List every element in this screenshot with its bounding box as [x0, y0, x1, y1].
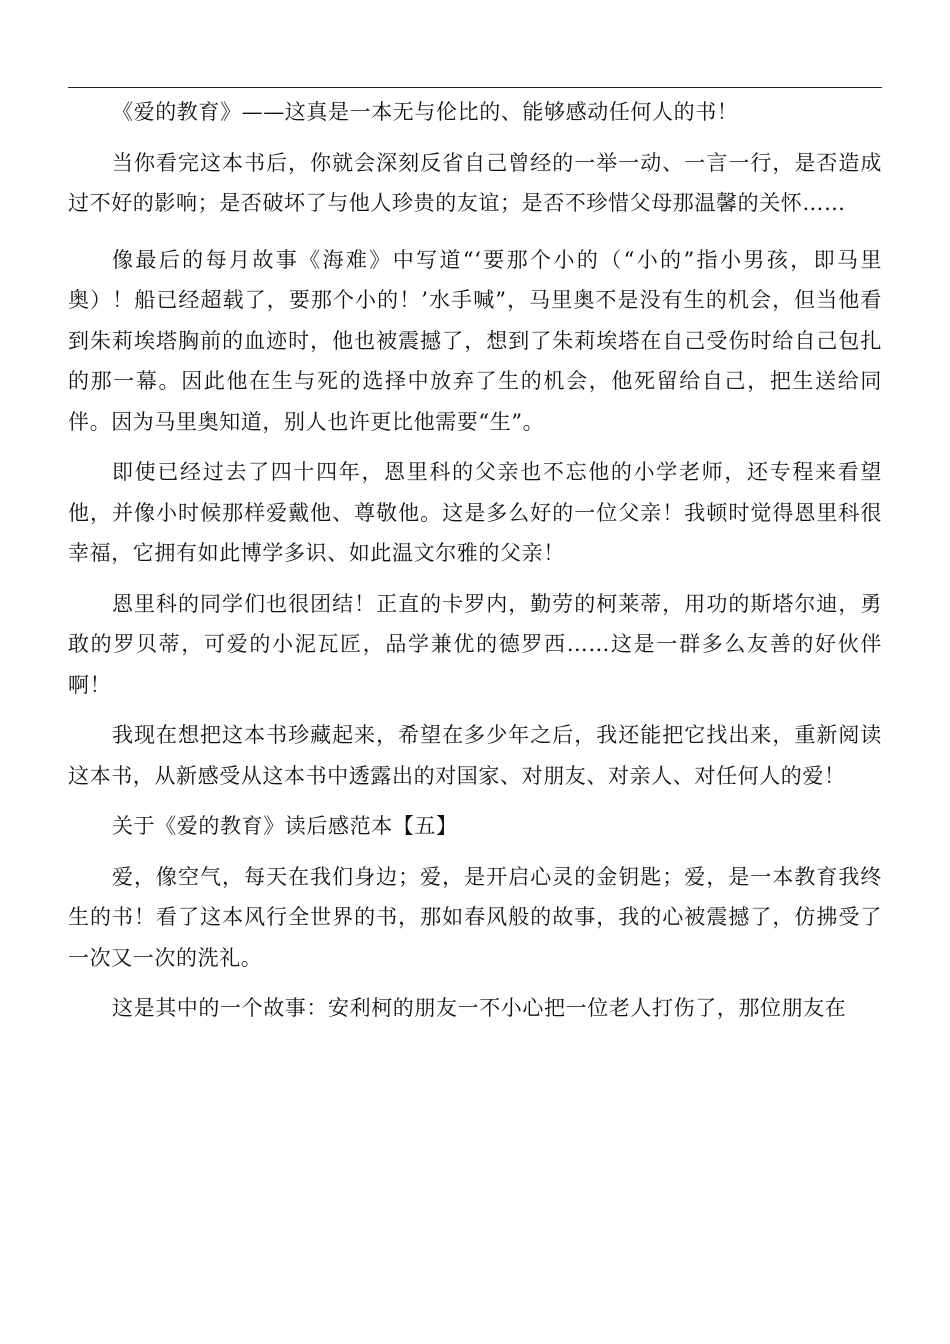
paragraph-father: 即使已经过去了四十四年，恩里科的父亲也不忘他的小学老师，还专程来看望他，并像小时候那样爱戴他、尊敬他。这是多么好的一位父亲！我顿时觉得恩里科很幸福，它拥有如此博学多识、如此温文尔雅的父亲！ [68, 460, 882, 565]
paragraph-shipwreck-story: 像最后的每月故事《海难》中写道“‘要那个小的（“小的”指小男孩，即马里奥）！船已经超载了，要那个小的！’水手喊”，马里奥不是没有生的机会，但当他看到朱莉埃塔胸前的血迹时，他也被震撼了，想到了朱莉埃塔在自己受伤时给自己包扎的那一幕。因此他在生与死的选择中放弃了生的机会，他死留给自己，把生送给同伴。因为马里奥知道，别人也许更比他需要“生”。 [68, 247, 882, 434]
paragraph-treasure-book: 我现在想把这本书珍藏起来，希望在多少年之后，我还能把它找出来，重新阅读这本书，从新感受从这本书中透露出的对国家、对朋友、对亲人、对任何人的爱！ [68, 723, 882, 788]
paragraph-intro: 《爱的教育》——这真是一本无与伦比的、能够感动任何人的书！ [112, 100, 739, 124]
paragraph-classmates: 恩里科的同学们也很团结！正直的卡罗内，勤劳的柯莱蒂，用功的斯塔尔迪，勇敢的罗贝蒂，可爱的小泥瓦匠，品学兼优的德罗西……这是一群多么友善的好伙伴啊！ [68, 591, 882, 697]
paragraph-love: 爱，像空气，每天在我们身边；爱，是开启心灵的金钥匙；爱，是一本教育我终生的书！看了这本风行全世界的书，那如春风般的故事，我的心被震撼了，仿拂受了一次又一次的洗礼。 [68, 864, 882, 970]
paragraph-story-start: 这是其中的一个故事：安利柯的朋友一不小心把一位老人打伤了，那位朋友在 [112, 996, 847, 1020]
header-rule [68, 87, 882, 88]
document-body [68, 92, 882, 1029]
paragraph-reflection: 当你看完这本书后，你就会深刻反省自己曾经的一举一动、一言一行，是否造成过不好的影响；是否破坏了与他人珍贵的友谊；是否不珍惜父母那温馨的关怀…… [68, 150, 882, 215]
section-heading: 关于《爱的教育》读后感范本【五】 [112, 814, 458, 838]
